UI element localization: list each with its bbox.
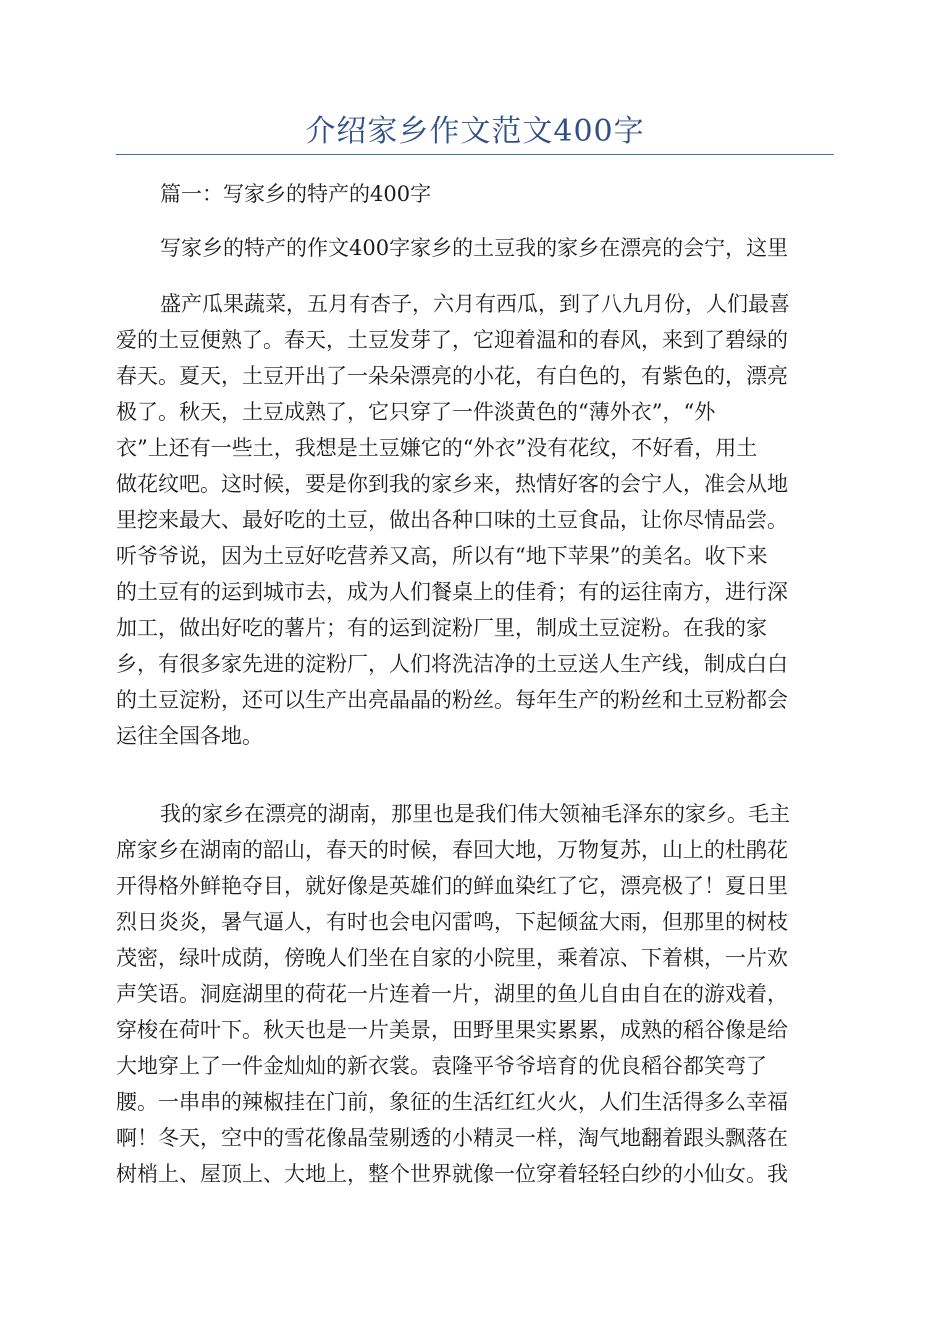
document-title: 介绍家乡作文范文400字	[305, 114, 645, 149]
paragraph1-line: 的土豆有的运到城市去，成为人们餐桌上的佳肴；有的运往南方，进行深	[116, 580, 788, 604]
section-heading: 篇一：写家乡的特产的400字	[160, 182, 432, 206]
paragraph2-line: 茂密，绿叶成荫，傍晚人们坐在自家的小院里，乘着凉、下着棋，一片欢	[116, 946, 788, 970]
paragraph1-line: 做花纹吧。这时候，要是你到我的家乡来，热情好客的会宁人，准会从地	[116, 472, 788, 496]
intro-line: 写家乡的特产的作文400字家乡的土豆我的家乡在漂亮的会宁，这里	[160, 236, 789, 260]
title-underline	[116, 154, 834, 155]
paragraph2-line: 席家乡在湖南的韶山，春天的时候，春回大地，万物复苏，山上的杜鹃花	[116, 838, 788, 862]
paragraph1-line: 加工，做出好吃的薯片；有的运到淀粉厂里，制成土豆淀粉。在我的家	[116, 616, 767, 640]
paragraph1-line: 爱的土豆便熟了。春天，土豆发芽了，它迎着温和的春风，来到了碧绿的	[116, 328, 788, 352]
paragraph1-line: 春天。夏天，土豆开出了一朵朵漂亮的小花，有白色的，有紫色的，漂亮	[116, 364, 788, 388]
paragraph1-line: 盛产瓜果蔬菜，五月有杏子，六月有西瓜，到了八九月份，人们最喜	[160, 292, 790, 316]
paragraph1-line: 乡，有很多家先进的淀粉厂，人们将洗洁净的土豆送人生产线，制成白白	[116, 652, 788, 676]
paragraph1-line: 衣”上还有一些土，我想是土豆嫌它的“外衣”没有花纹，不好看，用土	[116, 436, 758, 460]
paragraph1-line: 运往全国各地。	[116, 724, 263, 748]
paragraph1-line: 的土豆淀粉，还可以生产出亮晶晶的粉丝。每年生产的粉丝和土豆粉都会	[116, 688, 788, 712]
paragraph1-line: 听爷爷说，因为土豆好吃营养又高，所以有“地下苹果”的美名。收下来	[116, 544, 768, 568]
paragraph2-line: 开得格外鲜艳夺目，就好像是英雄们的鲜血染红了它，漂亮极了！夏日里	[116, 874, 788, 898]
paragraph1-line: 里挖来最大、最好吃的土豆，做出各种口味的土豆食品，让你尽情品尝。	[116, 508, 788, 532]
paragraph2-line: 声笑语。洞庭湖里的荷花一片连着一片，湖里的鱼儿自由自在的游戏着，	[116, 982, 788, 1006]
paragraph1-line: 极了。秋天，土豆成熟了，它只穿了一件淡黄色的“薄外衣”，“外	[116, 400, 716, 424]
paragraph2-line: 穿梭在荷叶下。秋天也是一片美景，田野里果实累累，成熟的稻谷像是给	[116, 1018, 788, 1042]
paragraph2-line: 腰。一串串的辣椒挂在门前，象征的生活红红火火，人们生活得多么幸福	[116, 1090, 788, 1114]
paragraph2-line: 烈日炎炎，暑气逼人，有时也会电闪雷鸣，下起倾盆大雨，但那里的树枝	[116, 910, 788, 934]
paragraph2-line: 树梢上、屋顶上、大地上，整个世界就像一位穿着轻轻白纱的小仙女。我	[116, 1162, 788, 1186]
paragraph2-line: 大地穿上了一件金灿灿的新衣裳。袁隆平爷爷培育的优良稻谷都笑弯了	[116, 1054, 767, 1078]
paragraph2-line: 我的家乡在漂亮的湖南，那里也是我们伟大领袖毛泽东的家乡。毛主	[160, 802, 790, 826]
paragraph2-line: 啊！冬天，空中的雪花像晶莹剔透的小精灵一样，淘气地翻着跟头飘落在	[116, 1126, 788, 1150]
